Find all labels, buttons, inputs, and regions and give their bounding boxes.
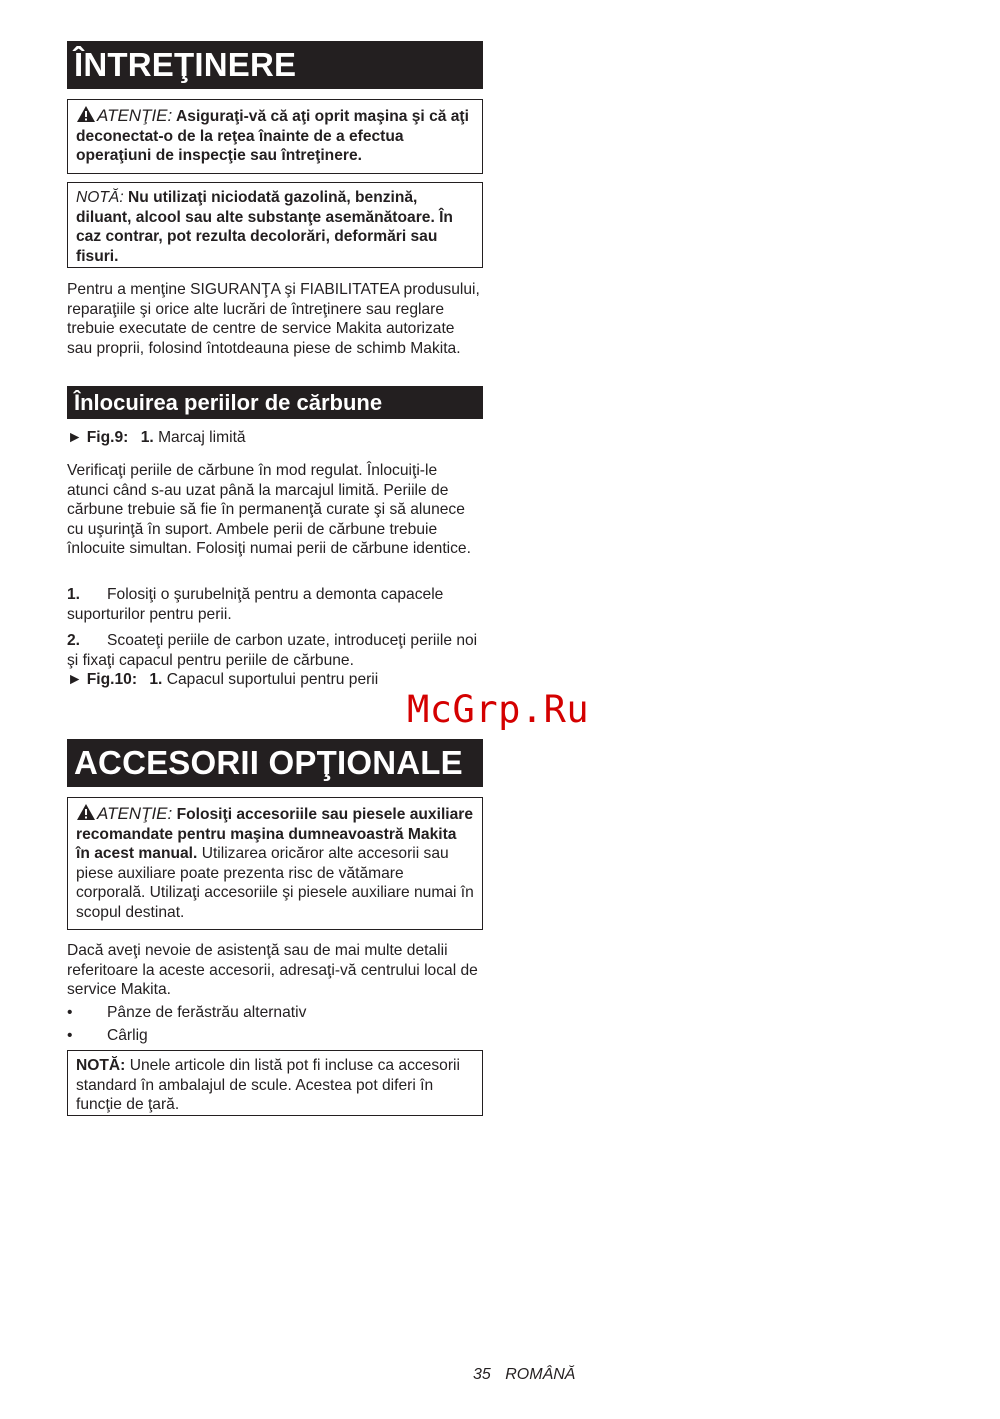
caution-label: ATENŢIE: bbox=[97, 804, 173, 823]
brushes-step-1 bbox=[67, 585, 483, 624]
fig9-num: 1. bbox=[140, 429, 154, 446]
accessories-note-box bbox=[67, 1050, 483, 1116]
caution-text: Utilizarea oricăror alte accesorii sau piese auxiliare poate prezenta risc de vătămare corporală. Utilizaţi accesoriile şi piesele auxiliare numai în scopul destinat. bbox=[76, 845, 474, 921]
step-number: 1. bbox=[67, 586, 81, 603]
warning-icon bbox=[76, 803, 96, 821]
brushes-heading: Înlocuirea periilor de cărbune bbox=[67, 386, 483, 419]
maintenance-caution-box bbox=[67, 99, 483, 174]
accessories-list bbox=[67, 1003, 483, 1045]
list-item-text: Pânze de ferăstrău alternativ bbox=[107, 1004, 307, 1021]
bullet-icon: • bbox=[67, 1004, 73, 1021]
brushes-paragraph: Verificaţi periile de cărbune în mod regulat. Înlocuiţi-le atunci când s-au uzat până la marcajul limită. Periile de cărbune trebuie să fie în permanenţă curate şi să alunece cu uşurinţă în suport. Ambele perii de cărbune trebuie înlocuite simultan. Folosiţi numai perii de cărbune identice. bbox=[67, 462, 471, 558]
accessories-caution-box bbox=[67, 797, 483, 930]
fig9-text: Marcaj limită bbox=[158, 429, 246, 446]
fig9-caption bbox=[67, 428, 483, 448]
note-label: NOTĂ: bbox=[76, 1057, 126, 1074]
fig10-text: Capacul suportului pentru perii bbox=[166, 671, 379, 688]
note-text: Unele articole din listă pot fi incluse ca accesorii standard în ambalajul de scule. Acestea pot diferi în funcţie de ţară. bbox=[76, 1057, 460, 1114]
list-item bbox=[67, 1026, 483, 1046]
caution-label: ATENŢIE: bbox=[97, 106, 173, 125]
fig10-ref: ► Fig.10: bbox=[67, 671, 138, 688]
maintenance-paragraph: Pentru a menţine SIGURANŢA şi FIABILITATEA produsului, reparaţiile şi orice alte lucrări de întreţinere sau reglare trebuie executate de centre de service Makita autorizate sau proprii, folosind întotdeauna piese de schimb Makita. bbox=[67, 281, 480, 357]
list-item bbox=[67, 1003, 483, 1023]
accessories-paragraph: Dacă aveţi nevoie de asistenţă sau de mai multe detalii referitoare la aceste accesorii, adresaţi-vă centrului local de service Makita. bbox=[67, 942, 478, 999]
maintenance-note-box bbox=[67, 182, 483, 268]
page-footer bbox=[473, 1366, 575, 1384]
page-number: 35 bbox=[473, 1366, 491, 1383]
step-text: Folosiţi o şurubelniţă pentru a demonta capacele suporturilor pentru perii. bbox=[67, 586, 444, 623]
list-item-text: Cârlig bbox=[107, 1026, 148, 1044]
fig9-ref: ► Fig.9: bbox=[67, 429, 129, 446]
step-text: Scoateţi periile de carbon uzate, introduceţi periile noi şi fixaţi capacul pentru periile de cărbune. bbox=[67, 632, 478, 669]
step-number: 2. bbox=[67, 632, 81, 649]
accessories-heading: ACCESORII OPŢIONALE bbox=[67, 739, 483, 787]
note-text: Nu utilizaţi niciodată gazolină, benzină, diluant, alcool sau alte substanţe asemănătoare. În caz contrar, pot rezulta decolorări, deformări sau fisuri. bbox=[76, 189, 453, 265]
watermark: McGrp.Ru bbox=[407, 688, 590, 731]
fig10-caption bbox=[67, 670, 483, 690]
note-label: NOTĂ: bbox=[76, 189, 124, 206]
page-language: ROMÂNĂ bbox=[505, 1366, 576, 1383]
bullet-icon: • bbox=[67, 1026, 73, 1044]
fig10-num: 1. bbox=[149, 671, 163, 688]
caution-text: Asiguraţi-vă că aţi oprit maşina şi că aţi deconectat-o de la reţea înainte de a efectua operaţiuni de inspecţie sau întreţinere. bbox=[76, 108, 469, 165]
maintenance-heading: ÎNTREŢINERE bbox=[67, 41, 483, 89]
warning-icon bbox=[76, 105, 96, 123]
brushes-step-2 bbox=[67, 631, 483, 670]
caution-bold-text: Folosiţi accesoriile sau piesele auxiliare recomandate pentru maşina dumneavoastră Makita în acest manual. bbox=[76, 806, 474, 863]
